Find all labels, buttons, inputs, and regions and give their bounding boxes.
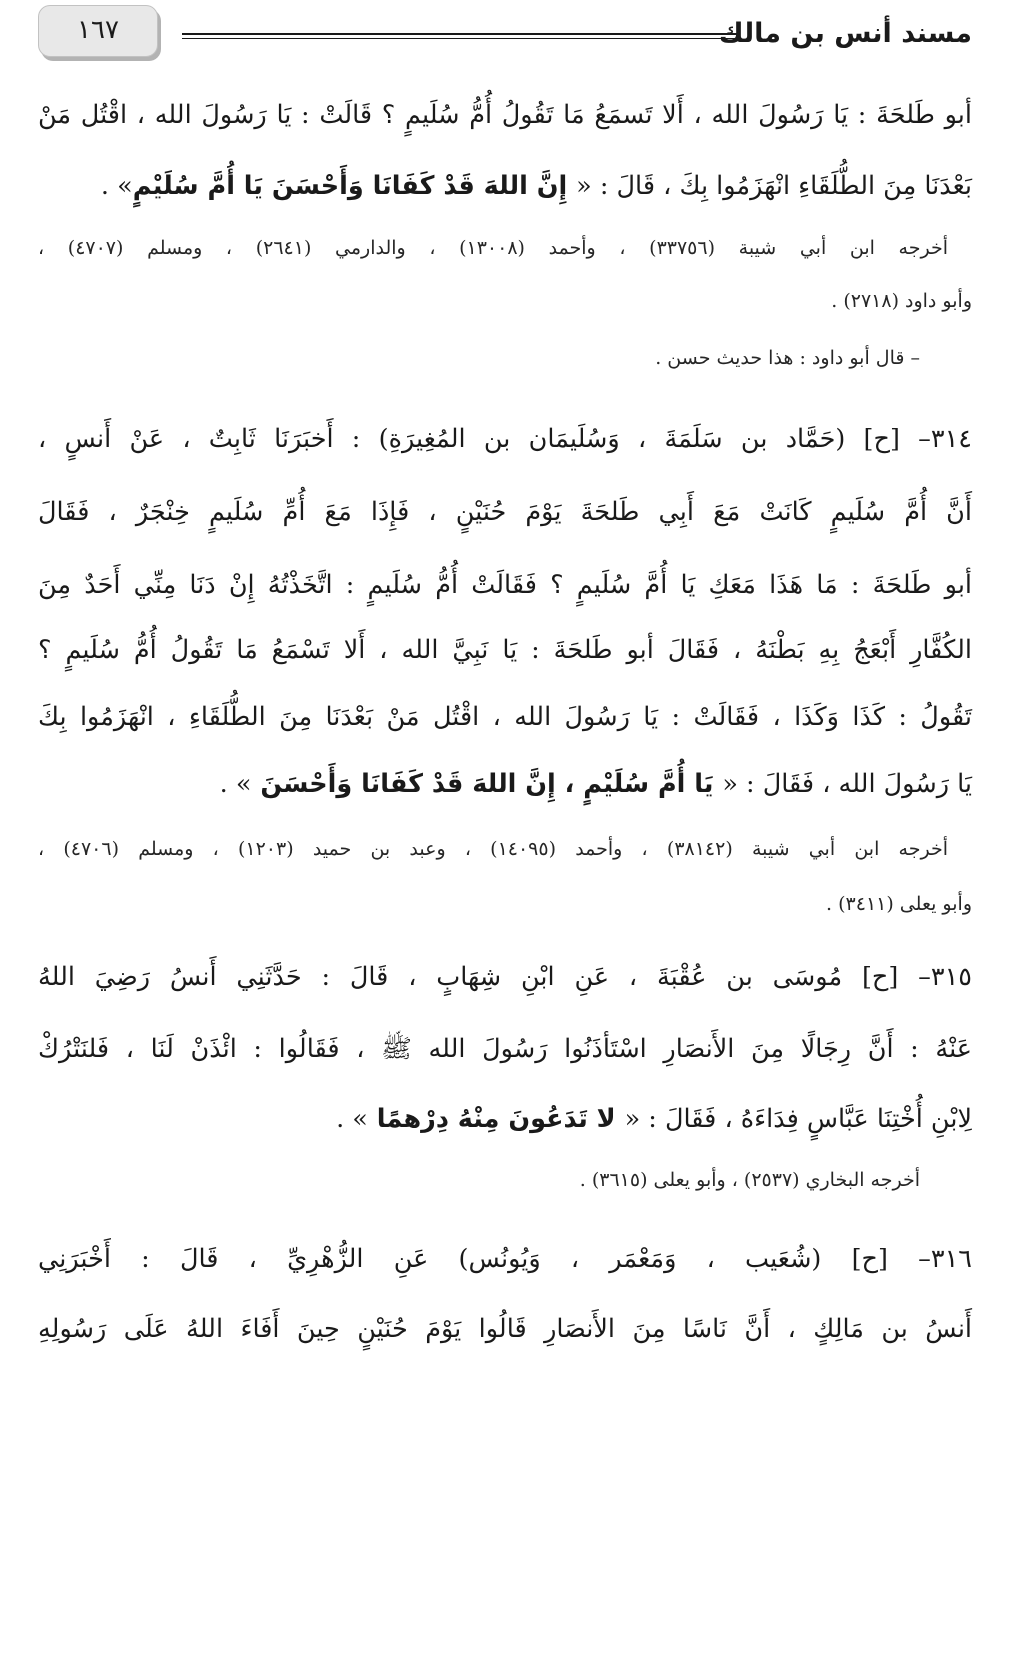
takhrij-note: وأبو يعلى (٣٤١١) .: [826, 893, 972, 915]
remark-note: – قال أبو داود : هذا حديث حسن .: [655, 347, 920, 369]
prophetic-quote: لا تَدَعُونَ مِنْهُ دِرْهمًا: [367, 1104, 625, 1134]
text-line: بَعْدَنَا مِنَ الطُّلَقَاءِ انْهَزَمُوا بِكَ ، قَالَ : « إِنَّ اللهَ قَدْ كَفَانَا وَأَحْسَنَ يَا أُمَّ سُلَيْمٍ» .: [100, 171, 972, 201]
text-line: أبو طَلحَةَ : يَا رَسُولَ الله ، أَلا تَسمَعُ مَا تَقُولُ أُمُّ سُلَيمٍ ؟ قَالَتْ : يَا رَسُولَ الله ، اقْتُل مَنْ: [38, 100, 972, 130]
takhrij-note: أخرجه البخاري (٢٥٣٧) ، وأبو يعلى (٣٦١٥) .: [579, 1169, 920, 1191]
hadith-314-heading: ٣١٤– [ح] (حَمَّاد بن سَلَمَةَ ، وَسُلَيمَان بن المُغِيرَةِ) : أَخبَرَنَا ثَابِتٌ ، عَنْ أَنسٍ ،: [38, 424, 972, 454]
takhrij-note: أخرجه ابن أبي شيبة (٣٣٧٥٦) ، وأحمد (١٣٠٠٨) ، والدارمي (٢٦٤١) ، ومسلم (٤٧٠٧) ،: [38, 237, 948, 259]
text-line: عَنْهُ : أَنَّ رِجَالًا مِنَ الأَنصَارِ اسْتَأذَنُوا رَسُولَ الله ﷺ ، فَقَالُوا : ائْذَنْ لَنَا ، فَلنَتْرُكْ: [38, 1034, 972, 1064]
text-line: أَنسُ بن مَالِكٍ ، أَنَّ نَاسًا مِنَ الأَنصَارِ قَالُوا يَوْمَ حُنَيْنٍ حِينَ أَفَاءَ اللهُ عَلَى رَسُولِهِ: [38, 1314, 972, 1344]
prophetic-quote: إِنَّ اللهَ قَدْ كَفَانَا وَأَحْسَنَ يَا أُمَّ سُلَيْمٍ: [132, 171, 577, 201]
text-line: يَا رَسُولَ الله ، فَقَالَ : « يَا أُمَّ سُلَيْمٍ ، إِنَّ اللهَ قَدْ كَفَانَا وَأَحْسَنَ » .: [219, 769, 972, 799]
text-line: الكُفَّارِ أَبْعَجُ بِهِ بَطْنَهُ ، فَقَالَ أبو طَلحَةَ : يَا نَبِيَّ الله ، أَلا تَسْمَعُ مَا تَقُولُ أُمُّ سُلَيمٍ ؟: [38, 635, 972, 665]
running-title: مسند أنس بن مالك: [718, 18, 972, 49]
takhrij-note: وأبو داود (٢٧١٨) .: [831, 290, 972, 312]
page-number: ١٦٧: [38, 5, 158, 57]
header-rule: [182, 33, 740, 39]
text-line: أَنَّ أُمَّ سُلَيمٍ كَانَتْ مَعَ أَبِي طَلحَةَ يَوْمَ حُنَيْنٍ ، فَإِذَا مَعَ أُمِّ سُلَيمٍ خِنْجَرٌ ، فَقَالَ: [38, 497, 972, 527]
prophetic-quote: يَا أُمَّ سُلَيْمٍ ، إِنَّ اللهَ قَدْ كَفَانَا وَأَحْسَنَ: [251, 769, 723, 799]
text-line: أبو طَلحَةَ : مَا هَذَا مَعَكِ يَا أُمَّ سُلَيمٍ ؟ فَقَالَتْ أُمُّ سُلَيمٍ : اتَّخَذْتُهُ إِنْ دَنَا مِنِّي أَحَدٌ مِنَ: [38, 570, 972, 600]
hadith-315-heading: ٣١٥– [ح] مُوسَى بن عُقْبَةَ ، عَنِ ابْنِ شِهَابٍ ، قَالَ : حَدَّثَنِي أَنسُ رَضِيَ اللهُ: [38, 962, 972, 992]
text-line: تَقُولُ : كَذَا وَكَذَا ، فَقَالَتْ : يَا رَسُولَ الله ، اقْتُل مَنْ بَعْدَنَا مِنَ الطُّلَقَاءِ ، انْهَزَمُوا بِكَ: [38, 702, 972, 732]
takhrij-note: أخرجه ابن أبي شيبة (٣٨١٤٢) ، وأحمد (١٤٠٩٥) ، وعبد بن حميد (١٢٠٣) ، ومسلم (٤٧٠٦) ،: [38, 838, 948, 860]
text-line: لِابْنِ أُخْتِنَا عَبَّاسٍ فِدَاءَهُ ، فَقَالَ : « لا تَدَعُونَ مِنْهُ دِرْهمًا » .: [336, 1104, 972, 1134]
hadith-316-heading: ٣١٦– [ح] (شُعَيب ، وَمَعْمَر ، وَيُونُس) عَنِ الزُّهْرِيِّ ، قَالَ : أَخْبَرَنِي: [38, 1244, 972, 1274]
